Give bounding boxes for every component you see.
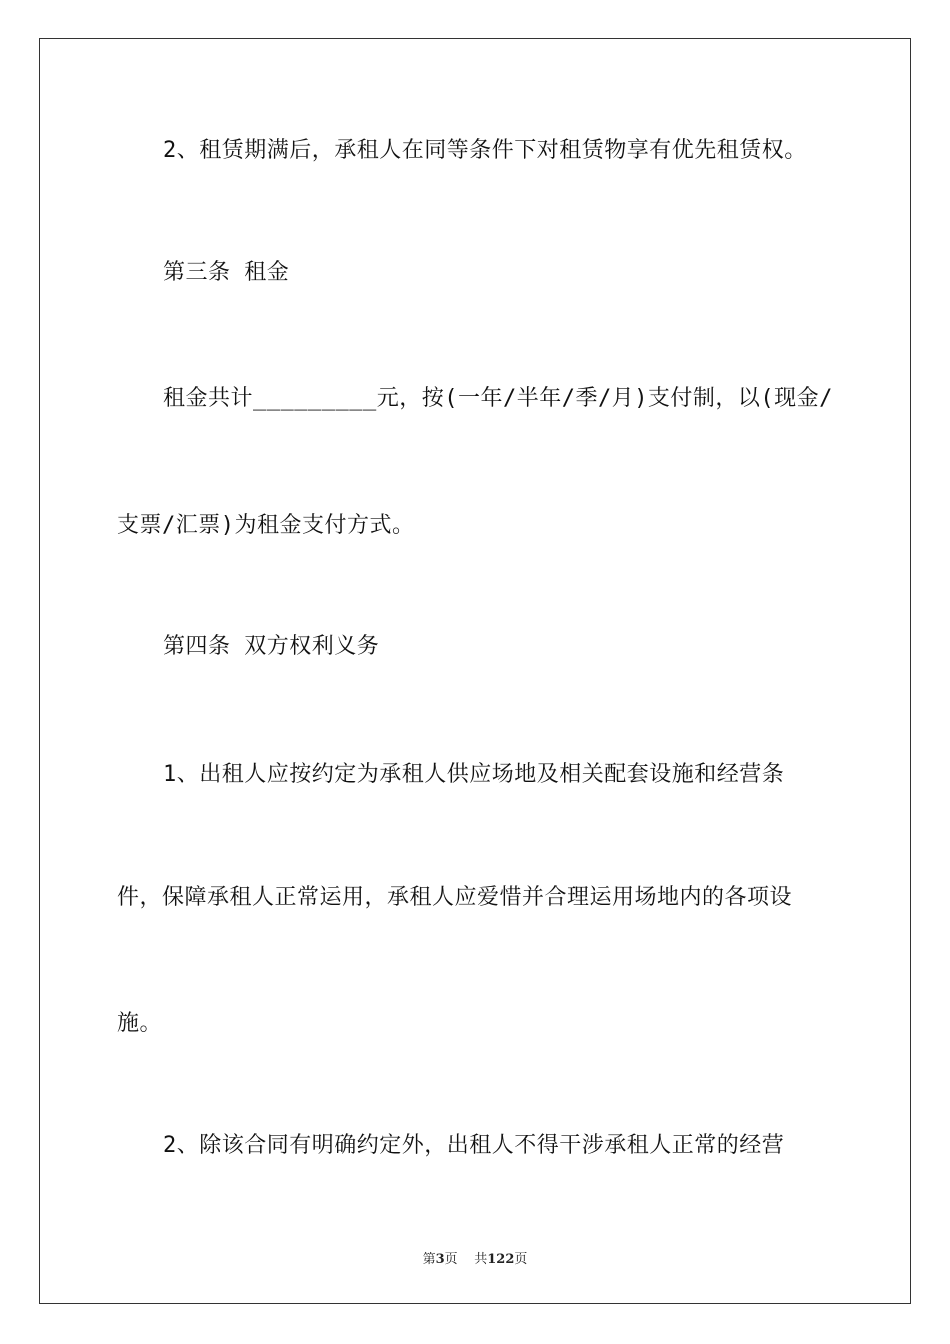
page-footer xyxy=(0,1248,950,1267)
footer-total-pages: 122 xyxy=(487,1252,515,1267)
paragraph-line: 1、出租人应按约定为承租人供应场地及相关配套设施和经营条 xyxy=(163,762,785,787)
page-border xyxy=(39,38,911,1304)
paragraph-line: 支票/汇票)为租金支付方式。 xyxy=(117,513,415,538)
footer-total-suffix: 页 xyxy=(514,1252,528,1267)
paragraph-line: 件，保障承租人正常运用，承租人应爱惜并合理运用场地内的各项设 xyxy=(117,885,793,910)
footer-page-suffix: 页 xyxy=(444,1252,458,1267)
paragraph-line: 施。 xyxy=(117,1011,163,1036)
paragraph-line: 租金共计_________元，按(一年/半年/季/月)支付制，以(现金/ xyxy=(163,386,833,411)
section-heading: 第四条 双方权利义务 xyxy=(163,634,380,659)
paragraph-line: 2、租赁期满后，承租人在同等条件下对租赁物享有优先租赁权。 xyxy=(163,138,807,163)
footer-total-prefix: 共 xyxy=(474,1252,488,1267)
paragraph-line: 2、除该合同有明确约定外，出租人不得干涉承租人正常的经营 xyxy=(163,1133,785,1158)
section-heading: 第三条 租金 xyxy=(163,260,290,285)
footer-page-number: 3 xyxy=(435,1252,445,1267)
footer-page-prefix: 第 xyxy=(422,1252,436,1267)
